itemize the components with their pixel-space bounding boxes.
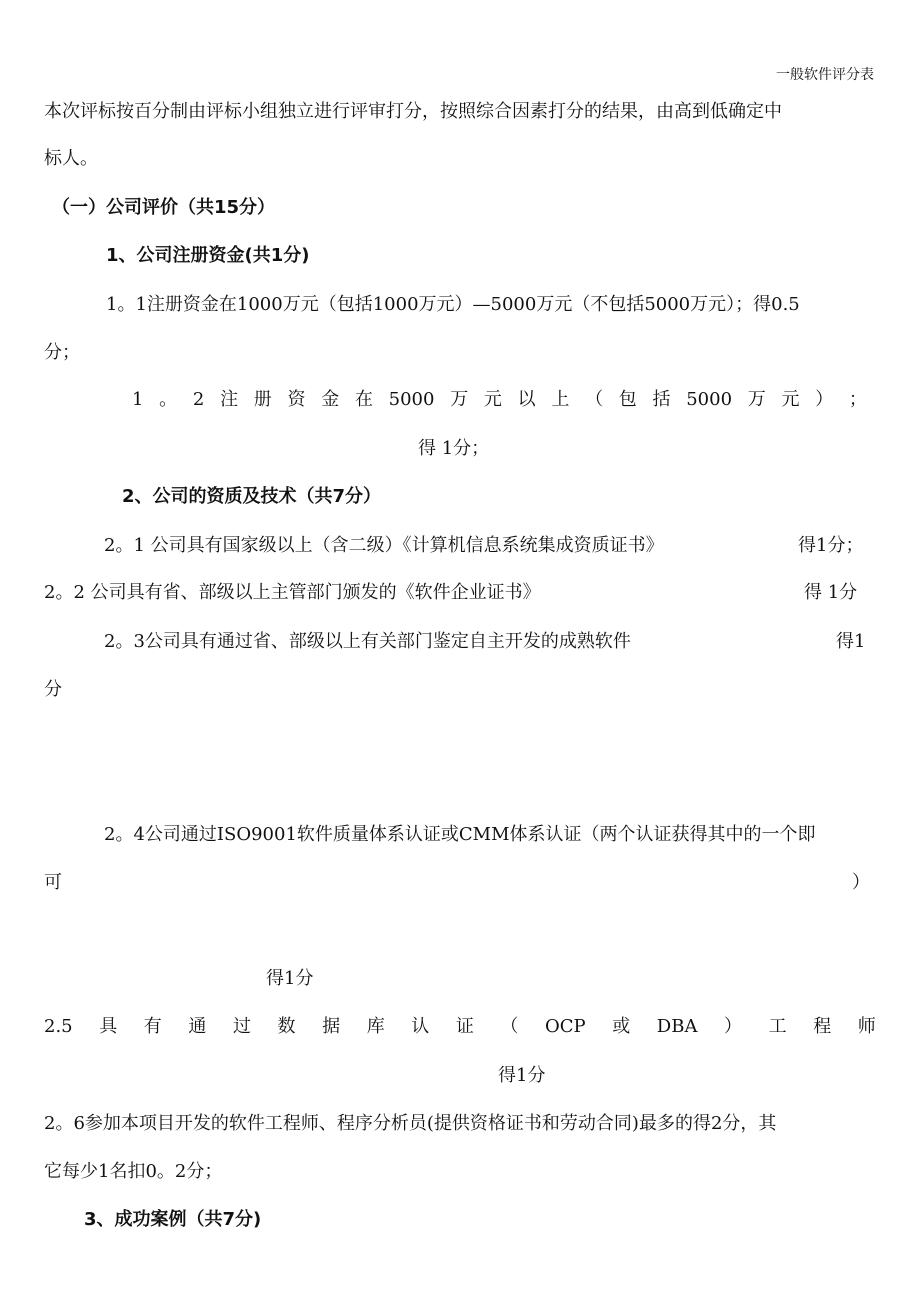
criterion-2-3-text: 2。3公司具有通过省、部级以上有关部门鉴定自主开发的成熟软件 xyxy=(104,631,631,652)
criterion-1-1-line-2: 分； xyxy=(44,342,80,363)
criterion-2-5-justified-line xyxy=(44,1015,876,1039)
criterion-token: 数 xyxy=(277,1016,296,1037)
criterion-token: 5000 xyxy=(388,389,435,410)
criterion-2-4-line-1: 2。4公司通过ISO9001软件质量体系认证或CMM体系认证（两个认证获得其中的一个即 xyxy=(104,824,816,845)
intro-line-1: 本次评标按百分制由评标小组独立进行评审打分，按照综合因素打分的结果，由高到低确定中 xyxy=(44,101,782,122)
section-heading-company-evaluation: （一）公司评价（共15分） xyxy=(52,197,276,218)
criterion-token: 万 xyxy=(450,389,469,410)
criterion-2-4-line-2-left: 可 xyxy=(44,872,62,893)
criterion-token: ） xyxy=(724,1016,743,1037)
criterion-token: 万 xyxy=(747,389,766,410)
criterion-token: 证 xyxy=(455,1016,474,1037)
criterion-token: 以 xyxy=(517,389,536,410)
criterion-1-1-line-1: 1。1注册资金在1000万元（包括1000万元）—5000万元（不包括5000万元）；得0.5 xyxy=(106,294,800,315)
criterion-token: 认 xyxy=(411,1016,430,1037)
criterion-token: 1 xyxy=(132,389,144,410)
criterion-token: 。 xyxy=(159,389,178,410)
criterion-token: 注 xyxy=(220,389,239,410)
criterion-token: 通 xyxy=(188,1016,207,1037)
criterion-token: 上 xyxy=(551,389,570,410)
criterion-token: 工 xyxy=(768,1016,787,1037)
criterion-2-4-line-2-right: ） xyxy=(852,872,870,893)
criterion-2-1-text: 2。1 公司具有国家级以上（含二级）《计算机信息系统集成资质证书》 xyxy=(104,535,664,556)
criterion-2-1-score: 得1分； xyxy=(798,535,864,556)
criterion-token: 或 xyxy=(612,1016,631,1037)
criterion-token: 元 xyxy=(781,389,800,410)
criterion-token: 元 xyxy=(483,389,502,410)
page-header-title: 一般软件评分表 xyxy=(776,67,874,83)
criterion-1-2-justified-line xyxy=(132,388,867,412)
item-heading-registered-capital: 1、公司注册资金(共1分) xyxy=(106,245,310,266)
criterion-2-3-continued: 分 xyxy=(44,679,62,700)
criterion-2-2-text: 2。2 公司具有省、部级以上主管部门颁发的《软件企业证书》 xyxy=(44,582,541,603)
item-heading-qualification: 2、公司的资质及技术（共7分） xyxy=(122,486,382,507)
criterion-token: （ xyxy=(500,1016,519,1037)
criterion-token: 程 xyxy=(813,1016,832,1037)
criterion-token: 过 xyxy=(232,1016,251,1037)
criterion-token: （ xyxy=(585,389,604,410)
criterion-token: 库 xyxy=(366,1016,385,1037)
criterion-token: 2.5 xyxy=(44,1016,73,1037)
criterion-1-2-score: 得 1分； xyxy=(418,438,490,459)
criterion-2-5-score: 得1分 xyxy=(498,1065,546,1086)
criterion-2-2-score: 得 1分 xyxy=(804,582,858,603)
criterion-token: 2 xyxy=(192,389,205,410)
criterion-token: ） xyxy=(815,389,834,410)
criterion-token: 据 xyxy=(322,1016,341,1037)
criterion-2-3-score: 得1 xyxy=(836,631,866,652)
criterion-token: 有 xyxy=(143,1016,162,1037)
intro-line-2: 标人。 xyxy=(44,148,98,169)
item-heading-success-cases: 3、成功案例（共7分) xyxy=(84,1209,262,1230)
criterion-2-6-line-2: 它每少1名扣0。2分； xyxy=(44,1161,223,1182)
criterion-token: 师 xyxy=(857,1016,876,1037)
criterion-token: 资 xyxy=(287,389,306,410)
criterion-token: DBA xyxy=(656,1016,698,1037)
criterion-2-6-line-1: 2。6参加本项目开发的软件工程师、程序分析员(提供资格证书和劳动合同)最多的得2分，其 xyxy=(44,1113,777,1134)
criterion-token: OCP xyxy=(545,1016,586,1037)
criterion-token: ； xyxy=(848,389,867,410)
criterion-2-4-score: 得1分 xyxy=(266,968,314,989)
criterion-token: 包 xyxy=(618,389,637,410)
criterion-token: 在 xyxy=(354,389,373,410)
criterion-token: 具 xyxy=(99,1016,118,1037)
criterion-token: 金 xyxy=(321,389,340,410)
criterion-token: 册 xyxy=(253,389,272,410)
criterion-token: 5000 xyxy=(686,389,733,410)
criterion-token: 括 xyxy=(652,389,671,410)
